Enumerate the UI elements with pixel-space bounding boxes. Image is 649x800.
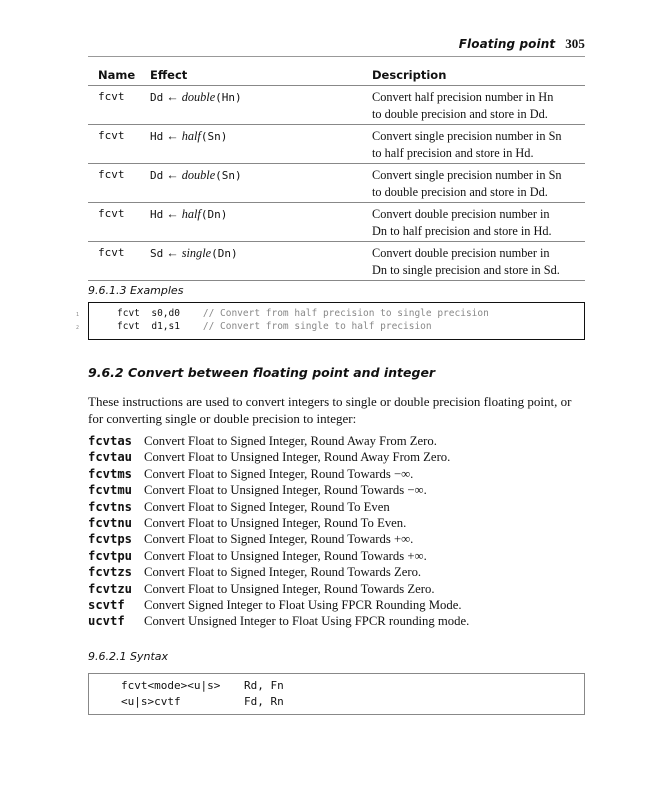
instruction-description: Convert Float to Unsigned Integer, Round To Even.	[144, 516, 407, 530]
effect-src: (Sn)	[215, 169, 242, 182]
instruction-mnemonic: fcvtau	[88, 450, 133, 465]
instruction-mnemonic: fcvtms	[88, 466, 133, 481]
effect-dst: Hd	[150, 130, 164, 143]
effect-src: (Sn)	[200, 130, 228, 143]
instruction-description: Convert Float to Signed Integer, Round Towards −∞.	[144, 466, 414, 481]
syntax-args: Rd, Fn	[244, 679, 284, 692]
running-header	[459, 36, 585, 52]
instruction-mnemonic: ucvtf	[88, 614, 125, 629]
table-row	[88, 203, 585, 242]
conversion-table	[88, 66, 585, 281]
instruction-item	[88, 450, 585, 466]
instruction-description: Convert Signed Integer to Float Using FPCR Rounding Mode.	[144, 598, 462, 612]
row-name: fcvt	[88, 164, 150, 203]
description-line: Convert double precision number in	[372, 207, 550, 221]
row-effect	[150, 242, 372, 281]
instruction-description: Convert Float to Unsigned Integer, Round Towards +∞.	[144, 548, 427, 563]
effect-src: (Dn)	[211, 247, 238, 260]
row-effect	[150, 203, 372, 242]
page-number: 305	[565, 36, 585, 51]
table-header-row	[88, 66, 585, 86]
code-op: fcvt	[117, 321, 140, 332]
description-line: to double precision and store in Dd.	[372, 184, 548, 199]
effect-dst: Hd	[150, 208, 164, 221]
instruction-mnemonic: fcvtzs	[88, 565, 133, 580]
line-number: 2	[76, 325, 80, 331]
effect-function: half	[181, 129, 201, 143]
instruction-item	[88, 598, 585, 614]
table-row	[88, 242, 585, 281]
row-name: fcvt	[88, 242, 150, 281]
instruction-description: Convert Float to Unsigned Integer, Round Towards Zero.	[144, 581, 435, 596]
row-description	[372, 86, 585, 125]
instruction-mnemonic: fcvtnu	[88, 516, 133, 530]
col-header-description: Description	[372, 66, 585, 86]
description-line: to half precision and store in Hd.	[372, 145, 534, 160]
description-line: to double precision and store in Dd.	[372, 106, 548, 121]
instruction-description: Convert Float to Signed Integer, Round To Even	[144, 499, 390, 514]
instruction-item	[88, 434, 585, 450]
code-args: d1,s1	[151, 321, 180, 332]
assign-arrow: ←	[166, 246, 179, 260]
code-op: fcvt	[117, 308, 140, 319]
instruction-description: Convert Unsigned Integer to Float Using FPCR rounding mode.	[144, 614, 470, 629]
description-line: Convert double precision number in	[372, 246, 550, 260]
row-name: fcvt	[88, 125, 150, 164]
row-name: fcvt	[88, 86, 150, 125]
instruction-mnemonic: scvtf	[88, 598, 125, 612]
assign-arrow: ←	[166, 168, 179, 182]
row-description	[372, 203, 585, 242]
instruction-mnemonic: fcvtns	[88, 499, 133, 514]
effect-dst: Dd	[150, 169, 164, 182]
instruction-item	[88, 565, 585, 581]
header-rule	[88, 56, 585, 57]
syntax-args: Fd, Rn	[244, 695, 284, 708]
effect-function: double	[181, 90, 216, 104]
row-effect	[150, 86, 372, 125]
row-effect	[150, 125, 372, 164]
table-row	[88, 125, 585, 164]
code-comment: // Convert from single to half precision	[202, 321, 432, 332]
instruction-mnemonic: fcvtps	[88, 532, 133, 547]
instruction-item	[88, 549, 585, 565]
instruction-item	[88, 532, 585, 548]
row-description	[372, 242, 585, 281]
syntax-op: <u|s>cvtf	[121, 695, 181, 708]
instruction-description: Convert Float to Signed Integer, Round Towards +∞.	[144, 532, 414, 547]
syntax-code-block	[88, 673, 585, 715]
row-effect	[150, 164, 372, 203]
line-number: 1	[76, 312, 80, 318]
examples-code-block	[76, 302, 585, 340]
instruction-item	[88, 516, 585, 532]
instruction-description: Convert Float to Signed Integer, Round Towards Zero.	[144, 565, 422, 580]
effect-src: (Hn)	[215, 91, 242, 104]
effect-dst: Dd	[150, 91, 164, 104]
col-header-name: Name	[88, 66, 150, 86]
col-header-effect: Effect	[150, 66, 372, 86]
instruction-item	[88, 483, 585, 499]
code-line	[117, 308, 489, 319]
section-heading: 9.6.2 Convert between floating point and integer	[88, 365, 436, 380]
effect-function: single	[181, 246, 212, 260]
row-description	[372, 164, 585, 203]
instruction-item	[88, 500, 585, 516]
assign-arrow: ←	[166, 129, 179, 143]
syntax-heading: 9.6.2.1 Syntax	[88, 650, 169, 663]
code-line	[117, 321, 432, 332]
instruction-item	[88, 467, 585, 483]
table-row	[88, 86, 585, 125]
instruction-mnemonic: fcvtpu	[88, 548, 133, 563]
examples-heading: 9.6.1.3 Examples	[88, 284, 184, 297]
effect-function: double	[181, 168, 216, 182]
description-line: Dn to single precision and store in Sd.	[372, 262, 560, 277]
header-title: Floating point	[458, 37, 556, 51]
effect-function: half	[181, 207, 201, 221]
instruction-mnemonic: fcvtmu	[88, 483, 133, 498]
description-line: Convert half precision number in Hn	[372, 90, 554, 104]
description-line: Convert single precision number in Sn	[372, 168, 562, 182]
instruction-description: Convert Float to Unsigned Integer, Round Towards −∞.	[144, 483, 427, 498]
syntax-op: fcvt<mode><u|s>	[121, 679, 221, 692]
effect-dst: Sd	[150, 247, 164, 260]
assign-arrow: ←	[166, 207, 179, 221]
row-name: fcvt	[88, 203, 150, 242]
assign-arrow: ←	[166, 90, 179, 104]
intro-paragraph: These instructions are used to convert integers to single or double precision floating point, or for converting single or double precision to integer:	[88, 394, 572, 426]
description-line: Convert single precision number in Sn	[372, 129, 562, 143]
instruction-description: Convert Float to Signed Integer, Round Away From Zero.	[144, 434, 437, 448]
instruction-item	[88, 582, 585, 598]
instruction-mnemonic: fcvtas	[88, 434, 133, 448]
instruction-description: Convert Float to Unsigned Integer, Round Away From Zero.	[144, 450, 451, 465]
instruction-item	[88, 614, 585, 630]
code-comment: // Convert from half precision to single precision	[202, 308, 489, 319]
effect-src: (Dn)	[200, 208, 228, 221]
instruction-mnemonic: fcvtzu	[88, 581, 133, 596]
description-line: Dn to half precision and store in Hd.	[372, 223, 552, 238]
table-row	[88, 164, 585, 203]
row-description	[372, 125, 585, 164]
code-args: s0,d0	[151, 308, 180, 319]
